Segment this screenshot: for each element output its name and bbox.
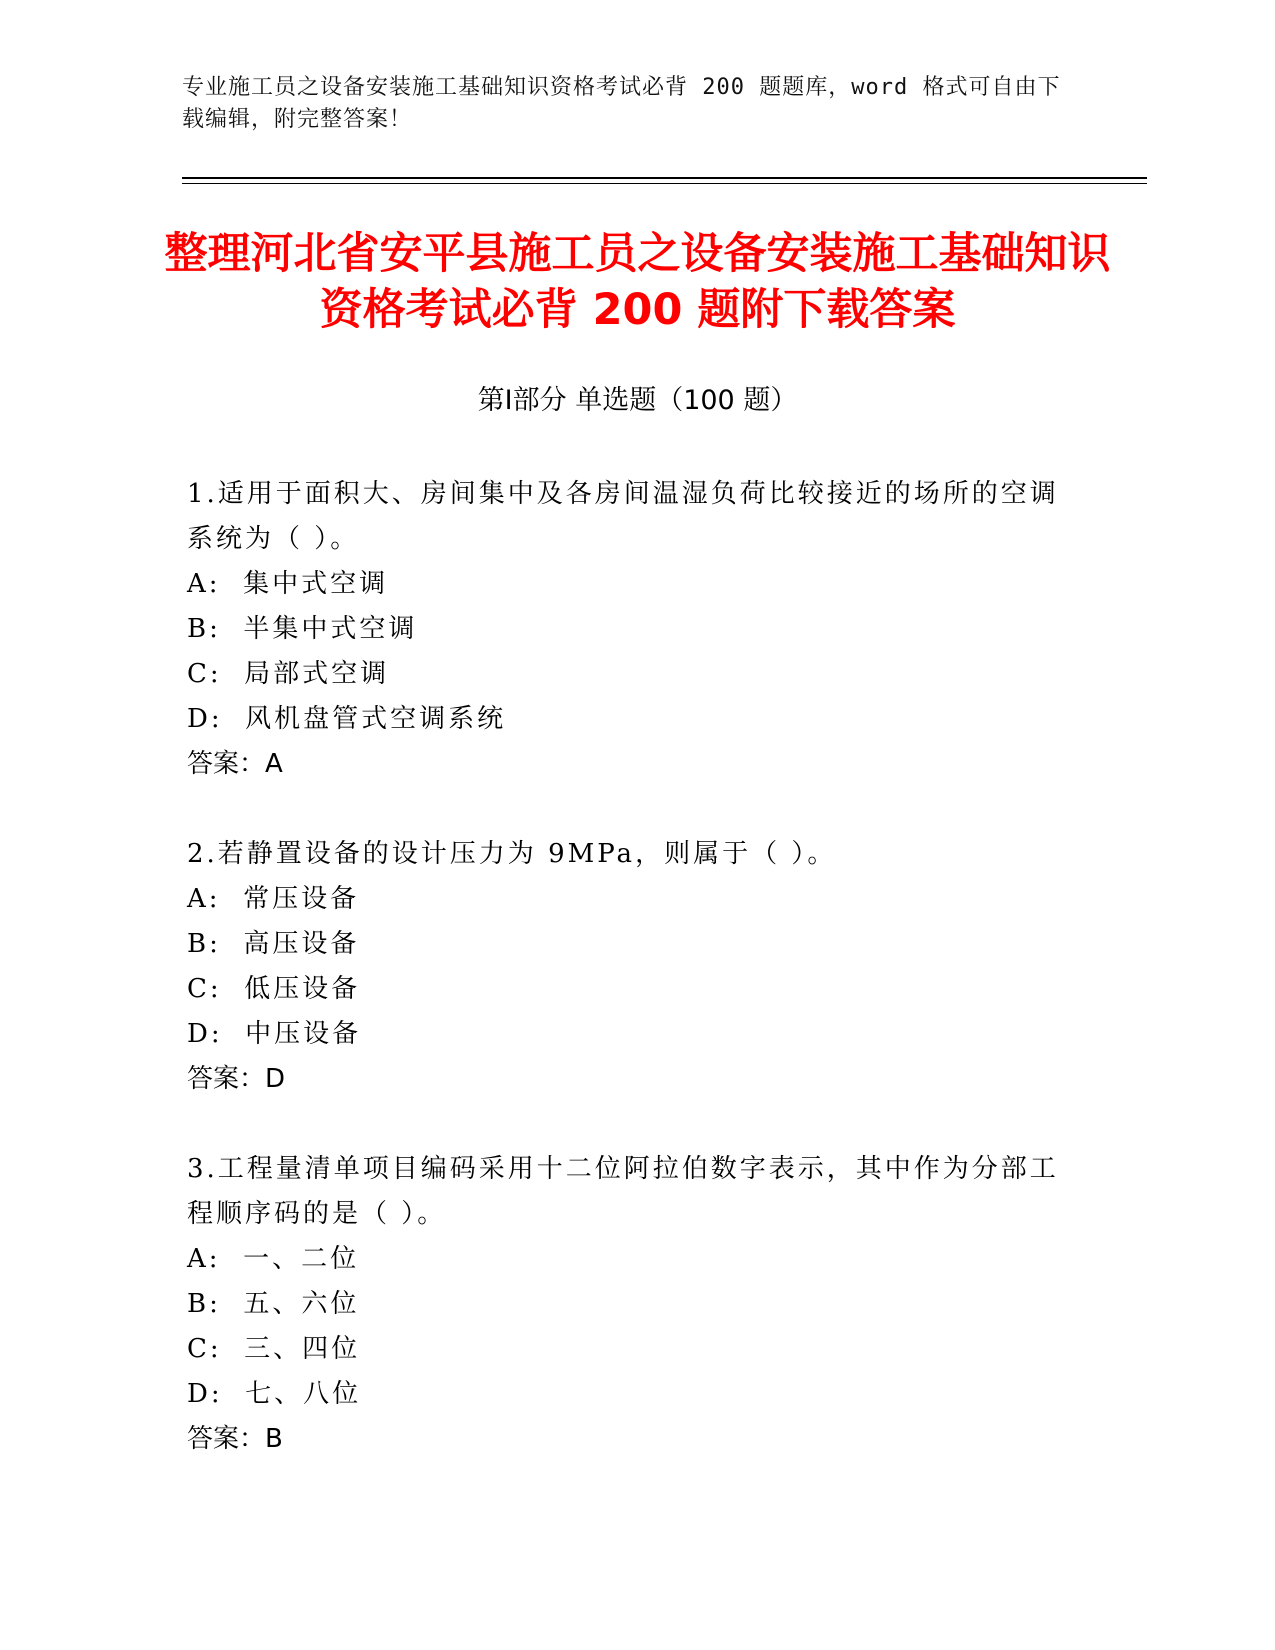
option-d: D: 风机盘管式空调系统 bbox=[187, 704, 507, 734]
option-a: A: 一、二位 bbox=[187, 1244, 360, 1274]
document-title: 整理河北省安平县施工员之设备安装施工基础知识资格考试必背 200 题附下载答案 bbox=[164, 229, 1111, 335]
option-d: D: 中压设备 bbox=[187, 1019, 362, 1049]
question-2 bbox=[187, 832, 1067, 1102]
header-note: 专业施工员之设备安装施工基础知识资格考试必背 200 题题库，word 格式可自由下载编辑，附完整答案！ bbox=[182, 75, 1061, 132]
question-stem: 3.工程量清单项目编码采用十二位阿拉伯数字表示，其中作为分部工程顺序码的是（ ）。 bbox=[187, 1154, 1059, 1229]
option-c: C: 三、四位 bbox=[187, 1334, 361, 1364]
answer: 答案：D bbox=[187, 1064, 286, 1094]
question-1 bbox=[187, 472, 1067, 787]
question-list bbox=[187, 472, 1067, 1507]
question-stem: 2.若静置设备的设计压力为 9MPa，则属于（ ）。 bbox=[187, 839, 837, 869]
option-b: B: 半集中式空调 bbox=[187, 614, 418, 644]
option-c: C: 低压设备 bbox=[187, 974, 361, 1004]
answer: 答案：B bbox=[187, 1424, 283, 1454]
header-rule-thick bbox=[182, 177, 1147, 179]
option-b: B: 高压设备 bbox=[187, 929, 360, 959]
option-a: A: 常压设备 bbox=[187, 884, 360, 914]
header-rule-thin bbox=[182, 183, 1147, 184]
question-stem: 1.适用于面积大、房间集中及各房间温湿负荷比较接近的场所的空调系统为（ ）。 bbox=[187, 479, 1059, 554]
section-title: 第Ⅰ部分 单选题（100 题） bbox=[477, 385, 798, 416]
answer: 答案：A bbox=[187, 749, 283, 779]
question-3 bbox=[187, 1147, 1067, 1462]
option-d: D: 七、八位 bbox=[187, 1379, 362, 1409]
option-c: C: 局部式空调 bbox=[187, 659, 390, 689]
option-a: A: 集中式空调 bbox=[187, 569, 389, 599]
option-b: B: 五、六位 bbox=[187, 1289, 360, 1319]
